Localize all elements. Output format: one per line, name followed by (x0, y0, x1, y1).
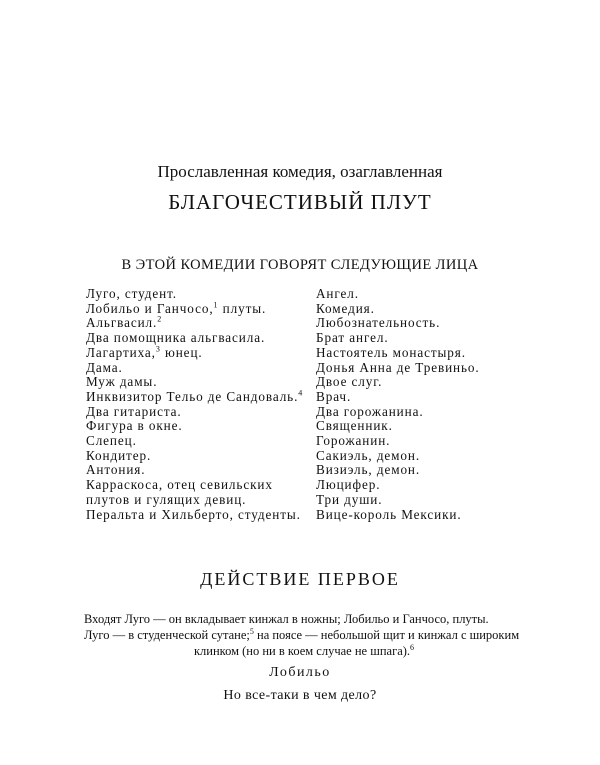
list-item: Слепец. (86, 433, 137, 449)
list-item: Два горожанина. (316, 403, 424, 419)
list-item: Антония. (86, 462, 146, 478)
play-subtitle: Прославленная комедия, озаглавленная (157, 162, 443, 181)
footnote-ref: 5 (249, 626, 254, 636)
list-item: Дама. (86, 359, 123, 375)
list-item: Карраскоса, отец севильских плутов и гулящих девиц. (86, 477, 273, 507)
footnote-ref: 2 (157, 315, 163, 325)
list-item: Три души. (316, 491, 383, 507)
list-item: Настоятель монастыря. (316, 344, 466, 360)
list-item: Луго, студент. (86, 286, 177, 301)
list-item: Брат ангел. (316, 330, 389, 346)
stage-direction (84, 611, 524, 659)
list-item: Донья Анна де Тревиньо. (316, 359, 480, 375)
list-item: Визиэль, демон. (316, 462, 421, 478)
footnote-ref: 1 (213, 300, 219, 310)
speech-line: Но все-таки в чем дело? (223, 688, 377, 703)
list-item: Сакиэль, демон. (316, 447, 421, 463)
speaker-name: Лобильо (269, 665, 331, 680)
list-item: Альгвасил.$^2$ (86, 315, 163, 331)
persons-heading: В ЭТОЙ КОМЕДИИ ГОВОРЯТ СЛЕДУЮЩИЕ ЛИЦА (121, 257, 479, 273)
list-item: Врач. (316, 388, 352, 404)
list-item: Муж дамы. (86, 374, 158, 390)
play-title: БЛАГОЧЕСТИВЫЙ ПЛУТ (168, 190, 432, 214)
stage-direction-line: Луго — в студенческой сутане;$^5$ на поясе — небольшой щит и кинжал с широким (84, 626, 520, 642)
list-item: Люцифер. (316, 477, 381, 493)
list-item: Вице-король Мексики. (316, 506, 462, 522)
stage-direction-line: клинком (но ни в коем случае не шпага).$^6$ (193, 642, 415, 658)
list-item: Священник. (316, 418, 393, 434)
list-item: Лагартиха,$^3$ юнец. (86, 344, 203, 360)
footnote-ref: 4 (298, 388, 304, 398)
act-heading: ДЕЙСТВИЕ ПЕРВОЕ (200, 569, 400, 589)
list-item: Два помощника альгвасила. (86, 330, 266, 346)
persons-list-left (86, 287, 306, 522)
list-item: Ангел. (316, 286, 359, 301)
list-item: Инквизитор Тельо де Сандоваль.$^4$ (86, 388, 304, 404)
persons-list-right (316, 287, 526, 522)
list-item: Кондитер. (86, 447, 152, 463)
footnote-ref: 6 (410, 642, 415, 652)
list-item: Перальта и Хильберто, студенты. (86, 506, 301, 522)
list-item: Любознательность. (316, 315, 441, 331)
list-item: Горожанин. (316, 433, 391, 449)
stage-direction-line: Входят Луго — он вкладывает кинжал в ножны; Лобильо и Ганчосо, плуты. (84, 612, 489, 626)
list-item: Комедия. (316, 300, 375, 316)
list-item: Двое слуг. (316, 374, 383, 390)
list-item: Лобильо и Ганчосо,$^1$ плуты. (86, 300, 267, 316)
list-item: Два гитариста. (86, 403, 182, 419)
footnote-ref: 3 (155, 344, 161, 354)
list-item: Фигура в окне. (86, 418, 183, 434)
